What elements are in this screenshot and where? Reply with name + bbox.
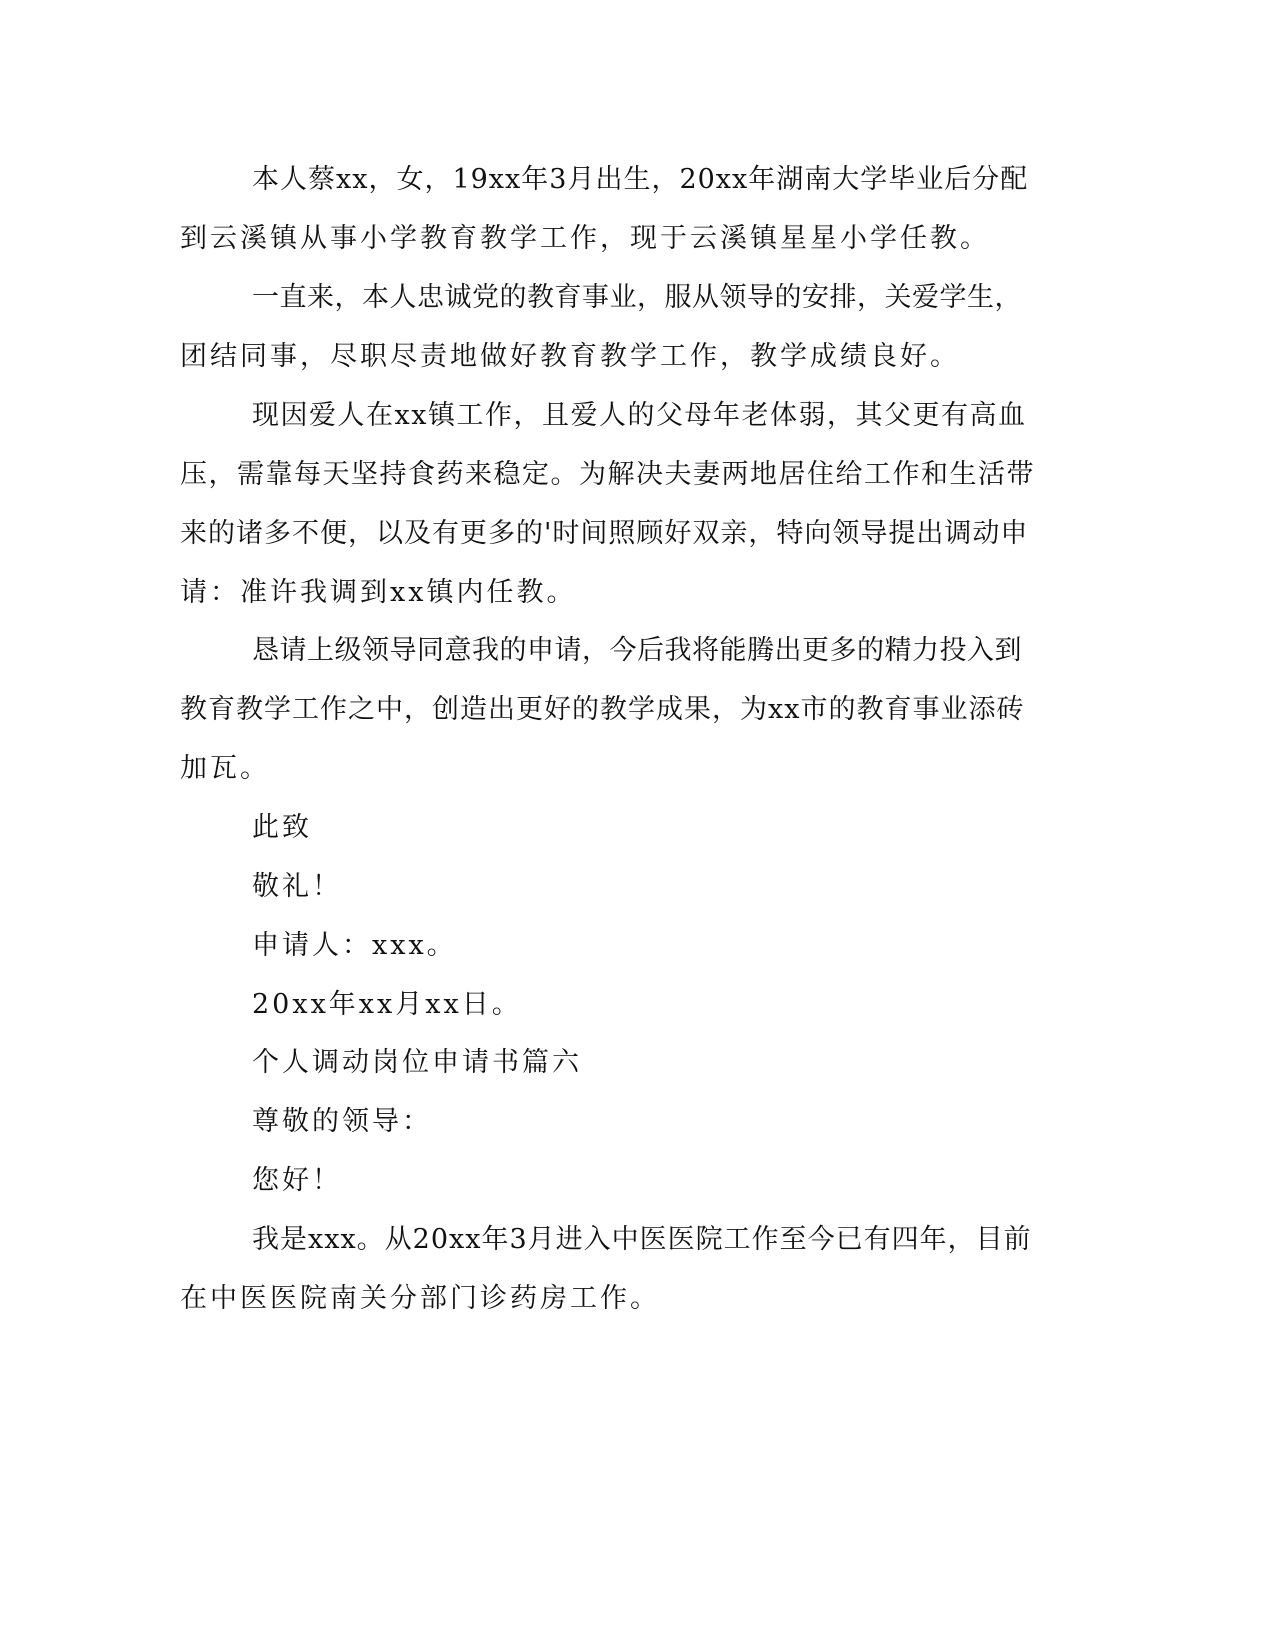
paragraph-2-line-1: 一直来，本人忠诚党的教育事业，服从领导的安排，关爱学生， [252,282,1022,313]
paragraph-5-line-2: 在中医医院南关分部门诊药房工作。 [180,1283,660,1314]
paragraph-3-line-1: 现因爱人在xx镇工作，且爱人的父母年老体弱，其父更有高血 [252,400,1027,431]
paragraph-2-line-2: 团结同事，尽职尽责地做好教育教学工作，教学成绩良好。 [180,341,960,372]
closing-salutation: 此致 [252,812,312,843]
applicant-signature: 申请人：xxx。 [252,930,457,961]
greeting: 尊敬的领导： [252,1106,432,1137]
closing-respect: 敬礼！ [252,871,342,902]
paragraph-3-line-2: 压，需靠每天坚持食药来稳定。为解决夫妻两地居住给工作和生活带 [180,459,1035,490]
hello: 您好！ [252,1165,342,1196]
paragraph-1-line-1: 本人蔡xx，女，19xx年3月出生，20xx年湖南大学毕业后分配 [252,164,1029,195]
paragraph-3-line-4: 请：准许我调到xx镇内任教。 [180,577,577,608]
paragraph-5-line-1: 我是xxx。从20xx年3月进入中医医院工作至今已有四年，目前 [252,1224,1032,1255]
paragraph-4-line-1: 恳请上级领导同意我的申请，今后我将能腾出更多的精力投入到 [252,635,1022,666]
paragraph-4-line-2: 教育教学工作之中，创造出更好的教学成果，为xx市的教育事业添砖 [180,694,1025,725]
paragraph-3-line-3: 来的诸多不便，以及有更多的'时间照顾好双亲，特向领导提出调动申 [180,518,1029,549]
paragraph-1-line-2: 到云溪镇从事小学教育教学工作，现于云溪镇星星小学任教。 [180,223,990,254]
application-date: 20xx年xx月xx日。 [252,989,522,1020]
section-title: 个人调动岗位申请书篇六 [252,1047,582,1078]
paragraph-4-line-3: 加瓦。 [180,753,270,784]
